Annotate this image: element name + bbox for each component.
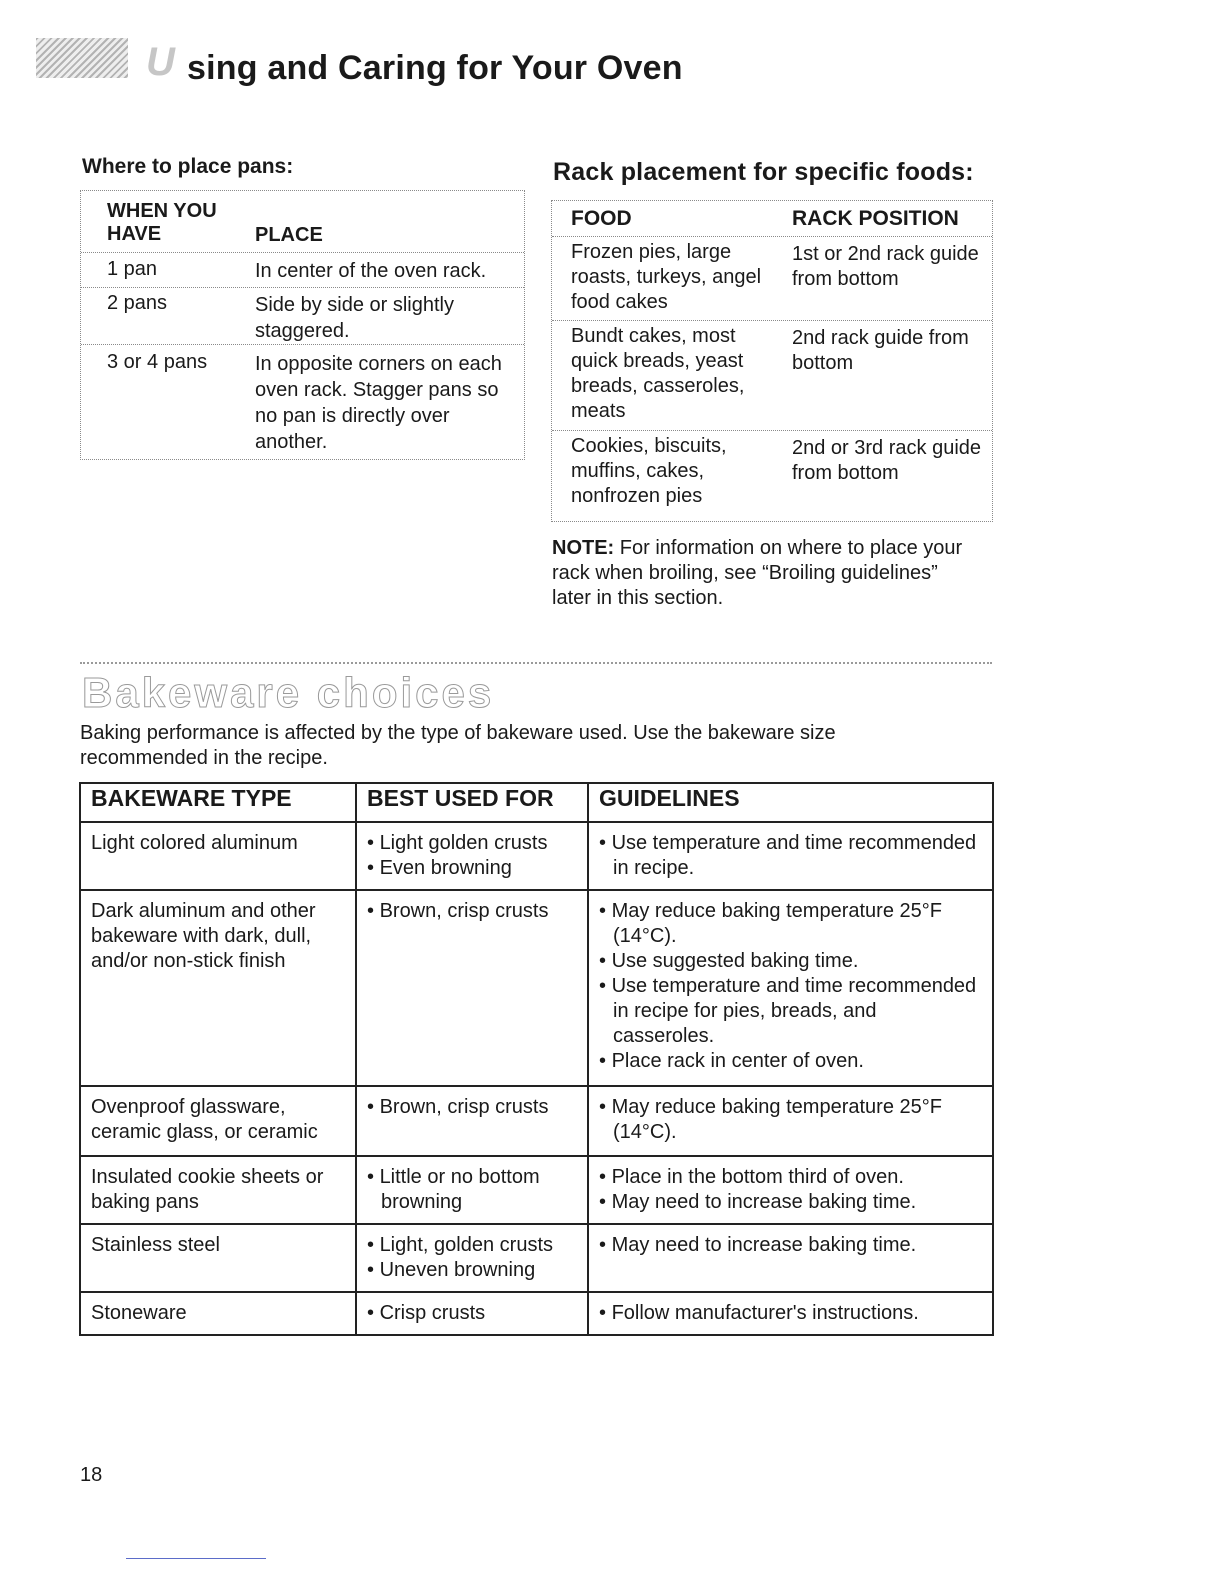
- bakeware-header-row: [80, 783, 993, 822]
- rack-header-position: RACK POSITION: [792, 207, 959, 230]
- header-bakeware-type: BAKEWARE TYPE: [80, 783, 356, 822]
- best-used-for-cell: [356, 890, 588, 1086]
- footer-rule: [126, 1558, 266, 1559]
- header-title-initial: U: [146, 40, 175, 84]
- guidelines-cell: [588, 1224, 993, 1292]
- bullet-item: • Brown, crisp crusts: [367, 1095, 577, 1120]
- pans-row-place: In center of the oven rack.: [255, 260, 487, 282]
- bullet-item: • Crisp crusts: [367, 1301, 577, 1326]
- pans-heading: Where to place pans:: [82, 155, 294, 178]
- bakeware-type-cell: Ovenproof glassware, ceramic glass, or ceramic: [80, 1086, 356, 1156]
- bakeware-heading: Bakeware choices: [82, 669, 495, 716]
- bullet-item: • Use temperature and time recommended in recipe for pies, breads, and casseroles.: [599, 974, 982, 1049]
- bullet-item: • Follow manufacturer's instructions.: [599, 1301, 982, 1326]
- pans-row-place: In opposite corners on each oven rack. Stagger pans so no pan is directly over another.: [255, 353, 502, 453]
- pans-row-place: Side by side or slightly staggered.: [255, 294, 454, 342]
- rack-row-food: Cookies, biscuits, muffins, cakes, nonfrozen pies: [571, 435, 727, 507]
- bakeware-type-cell: Insulated cookie sheets or baking pans: [80, 1156, 356, 1224]
- rack-heading: Rack placement for specific foods:: [553, 158, 974, 186]
- page-title: sing and Caring for Your Oven: [187, 49, 683, 87]
- pans-row-divider: [81, 252, 524, 253]
- bullet-item: • May need to increase baking time.: [599, 1190, 982, 1215]
- rack-table: [551, 200, 993, 522]
- guidelines-cell: [588, 1156, 993, 1224]
- note-label: NOTE:: [552, 537, 615, 559]
- bullet-item: • May need to increase baking time.: [599, 1233, 982, 1258]
- bullet-item: • Place rack in center of oven.: [599, 1049, 982, 1074]
- bullet-item: • May reduce baking temperature 25°F (14°C).: [599, 899, 982, 949]
- pans-row-have: 3 or 4 pans: [107, 351, 208, 373]
- pans-row-have: 2 pans: [107, 292, 168, 314]
- bullet-item: • May reduce baking temperature 25°F (14°C).: [599, 1095, 982, 1145]
- rack-row-position: 2nd rack guide from bottom: [792, 327, 969, 374]
- header-best-used-for: BEST USED FOR: [356, 783, 588, 822]
- rack-row-divider: [552, 430, 992, 431]
- header-guidelines: GUIDELINES: [588, 783, 993, 822]
- bullet-item: • Even browning: [367, 856, 577, 881]
- bakeware-type-cell: Light colored aluminum: [80, 822, 356, 890]
- table-row: [80, 890, 993, 1086]
- bullet-item: • Use temperature and time recommended in recipe.: [599, 831, 982, 881]
- pans-header-place: PLACE: [255, 224, 323, 246]
- table-row: [80, 1292, 993, 1335]
- bullet-item: • Use suggested baking time.: [599, 949, 982, 974]
- bakeware-intro: Baking performance is affected by the type of bakeware used. Use the bakeware size recommended in the recipe.: [80, 722, 836, 769]
- rack-row-food: Frozen pies, large roasts, turkeys, angel food cakes: [571, 241, 762, 313]
- rack-row-food: Bundt cakes, most quick breads, yeast breads, casseroles, meats: [571, 325, 745, 422]
- bullet-item: • Little or no bottom browning: [367, 1165, 577, 1215]
- bullet-item: • Light golden crusts: [367, 831, 577, 856]
- section-divider: [80, 662, 992, 664]
- bullet-item: • Uneven browning: [367, 1258, 577, 1283]
- guidelines-cell: [588, 822, 993, 890]
- header-decoration-icon: [36, 38, 128, 78]
- rack-row-position: 2nd or 3rd rack guide from bottom: [792, 437, 982, 484]
- note-text: For information on where to place your rack when broiling, see “Broiling guidelines” later in this section.: [552, 537, 963, 609]
- guidelines-cell: [588, 890, 993, 1086]
- bakeware-table: [79, 782, 994, 1336]
- pans-row-have: 1 pan: [107, 258, 158, 280]
- best-used-for-cell: [356, 1292, 588, 1335]
- table-row: [80, 1156, 993, 1224]
- guidelines-cell: [588, 1086, 993, 1156]
- best-used-for-cell: [356, 1156, 588, 1224]
- best-used-for-cell: [356, 822, 588, 890]
- bullet-item: • Light, golden crusts: [367, 1233, 577, 1258]
- rack-row-position: 1st or 2nd rack guide from bottom: [792, 243, 979, 290]
- table-row: [80, 1086, 993, 1156]
- rack-header-food: FOOD: [571, 207, 632, 230]
- bullet-item: • Place in the bottom third of oven.: [599, 1165, 982, 1190]
- bakeware-type-cell: Dark aluminum and other bakeware with dark, dull, and/or non-stick finish: [80, 890, 356, 1086]
- table-row: [80, 1224, 993, 1292]
- pans-header-have-line2: HAVE: [107, 223, 162, 245]
- rack-row-divider: [552, 320, 992, 321]
- page-number: 18: [80, 1464, 103, 1486]
- pans-table: [80, 190, 525, 460]
- bakeware-type-cell: Stainless steel: [80, 1224, 356, 1292]
- best-used-for-cell: [356, 1086, 588, 1156]
- rack-note: [552, 536, 982, 611]
- pans-header-have-line1: WHEN YOU: [107, 200, 217, 222]
- best-used-for-cell: [356, 1224, 588, 1292]
- rack-row-divider: [552, 236, 992, 237]
- guidelines-cell: [588, 1292, 993, 1335]
- pans-row-divider: [81, 287, 524, 288]
- bakeware-type-cell: Stoneware: [80, 1292, 356, 1335]
- table-row: [80, 822, 993, 890]
- bullet-item: • Brown, crisp crusts: [367, 899, 577, 924]
- pans-row-divider: [81, 344, 524, 345]
